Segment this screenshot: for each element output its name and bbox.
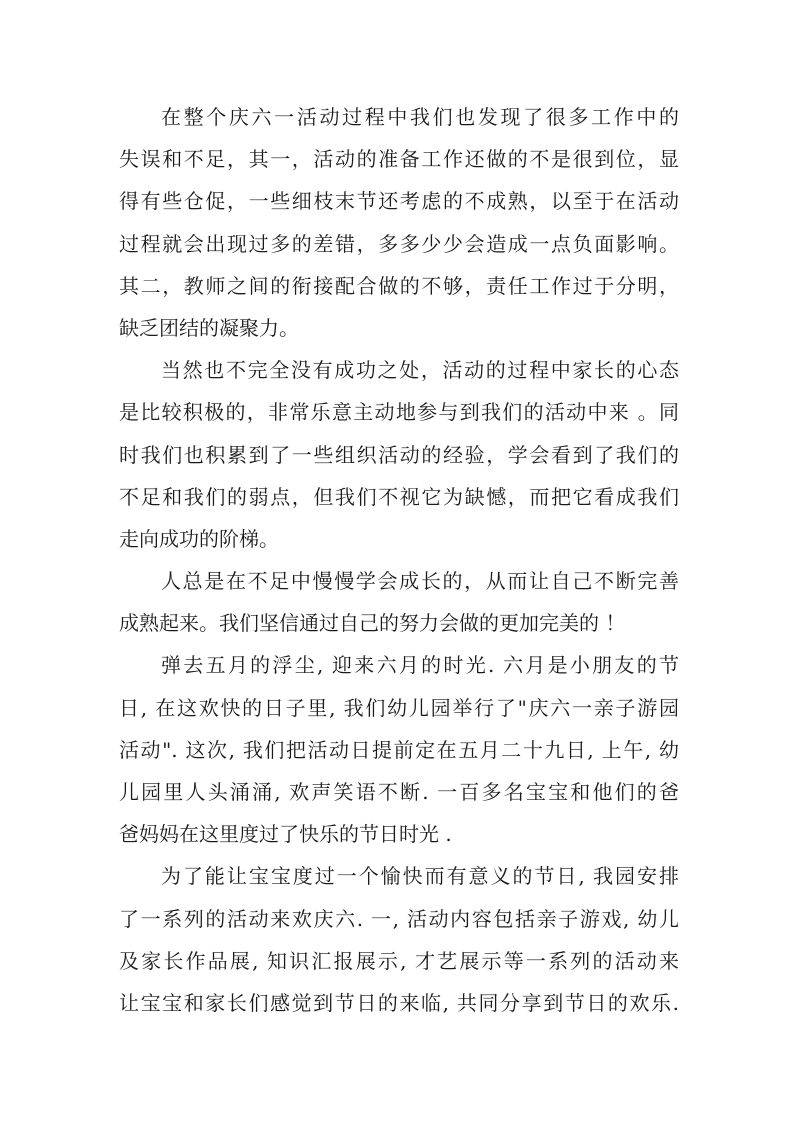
text-line: 成熟起来。我们坚信通过自己的努力会做的更加完美的 ！ (119, 611, 626, 636)
text-line: 儿园里人头涌涌, 欢声笑语不断. 一百多名宝宝和他们的爸 (119, 780, 679, 804)
text-line: 时我们也积累到了一些组织活动的经验，学会看到了我们的 (119, 442, 679, 467)
text-line: 为了能让宝宝度过一个愉快而有意义的节日, 我园安排 (161, 864, 679, 889)
paragraph (119, 96, 679, 349)
text-line: 其二，教师之间的衔接配合做的不够，责任工作过于分明， (119, 273, 679, 298)
text-line: 及家长作品展, 知识汇报展示, 才艺展示等一系列的活动来 (119, 948, 679, 973)
text-line: 让宝宝和家长们感觉到节日的来临, 共同分享到节日的欢乐. (119, 990, 679, 1015)
text-line: 爸妈妈在这里度过了快乐的节日时光 . (119, 822, 452, 847)
text-line: 在整个庆六一活动过程中我们也发现了很多工作中的 (161, 105, 679, 129)
text-line: 弹去五月的浮尘, 迎来六月的时光. 六月是小朋友的节 (161, 653, 679, 678)
text-line: 了一系列的活动来欢庆六. 一, 活动内容包括亲子游戏, 幼儿 (119, 906, 679, 931)
text-line: 得有些仓促，一些细枝末节还考虑的不成熟，以至于在活动 (119, 189, 679, 214)
paragraph (119, 644, 679, 855)
text-line: 是比较积极的，非常乐意主动地参与到我们的活动中来 。同 (119, 400, 679, 425)
text-line: 过程就会出现过多的差错，多多少少会造成一点负面影响。 (119, 231, 679, 256)
document-body (119, 96, 679, 1024)
paragraph (119, 560, 679, 644)
text-line: 走向成功的阶梯。 (119, 526, 279, 551)
text-line: 当然也不完全没有成功之处，活动的过程中家长的心态 (161, 358, 679, 383)
paragraph (119, 855, 679, 1024)
paragraph (119, 349, 679, 560)
text-line: 缺乏团结的凝聚力。 (119, 315, 299, 340)
text-line: 不足和我们的弱点，但我们不视它为缺憾，而把它看成我们 (119, 484, 679, 509)
text-line: 人总是在不足中慢慢学会成长的，从而让自己不断完善 (161, 569, 679, 594)
text-line: 活动". 这次, 我们把活动日提前定在五月二十九日, 上午, 幼 (119, 737, 679, 762)
text-line: 失误和不足，其一，活动的准备工作还做的不是很到位，显 (119, 147, 679, 172)
text-line: 日, 在这欢快的日子里, 我们幼儿园举行了"庆六一亲子游园 (119, 695, 679, 720)
